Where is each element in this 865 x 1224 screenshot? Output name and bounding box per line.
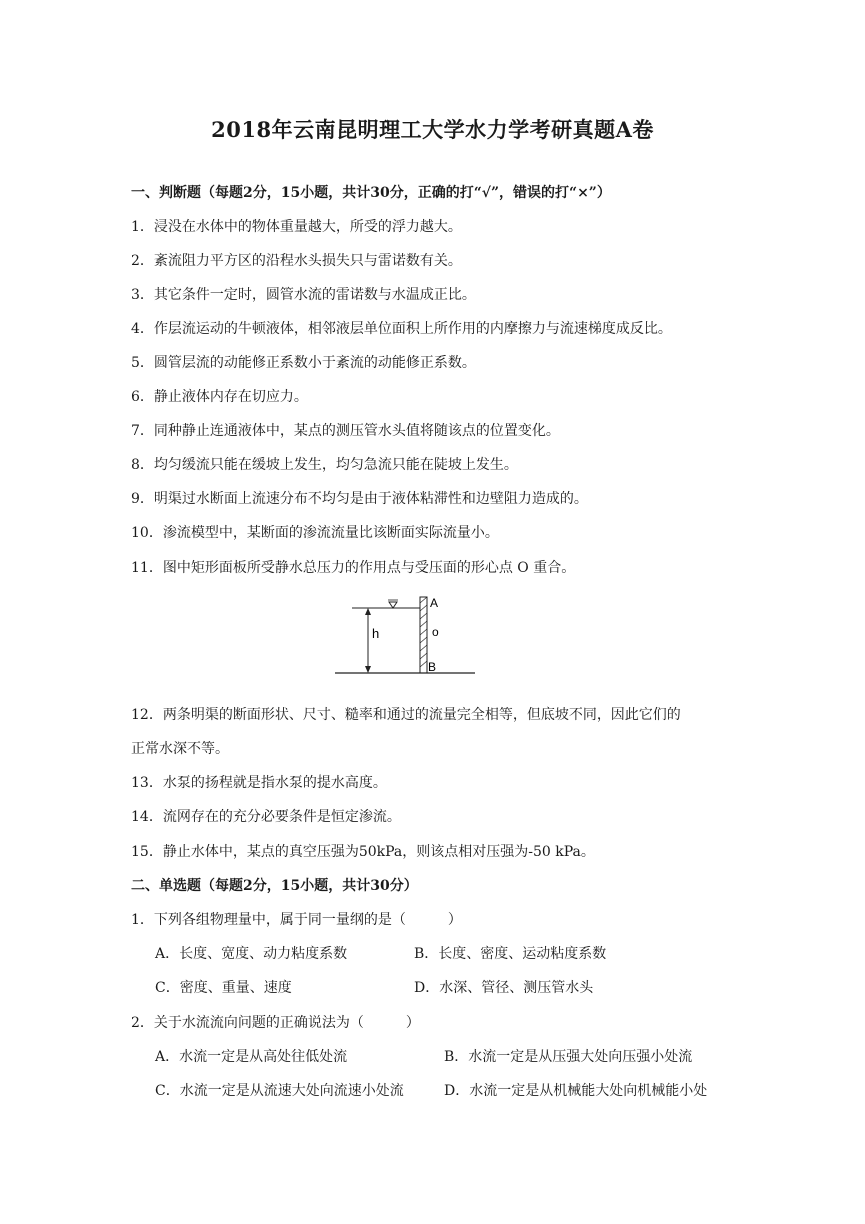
mc-question-1-option-b: B．长度、密度、运动粘度系数	[414, 946, 607, 962]
rectangular-plate-figure	[330, 593, 480, 678]
water-level-icon	[389, 602, 397, 608]
mc-question-2-stem: 2．关于水流流向问题的正确说法为（ ）	[131, 1015, 420, 1031]
page-title: 2018年云南昆明理工大学水力学考研真题A卷	[211, 117, 654, 142]
tf-question-14: 14．流网存在的充分必要条件是恒定渗流。	[131, 809, 401, 825]
section2-heading: 二、单选题（每题2分，15小题，共计30分）	[131, 878, 418, 894]
tf-question-11: 11．图中矩形面板所受静水总压力的作用点与受压面的形心点 O 重合。	[131, 560, 576, 576]
tf-question-4: 4．作层流运动的牛顿液体，相邻液层单位面积上所作用的内摩擦力与流速梯度成反比。	[131, 321, 672, 337]
section1-heading: 一、判断题（每题2分，15小题，共计30分，正确的打“√”，错误的打“×”）	[131, 185, 611, 201]
mc-question-1-option-c: C．密度、重量、速度	[155, 980, 292, 996]
tf-question-10: 10．渗流模型中，某断面的渗流流量比该断面实际流量小。	[131, 525, 499, 541]
mc-question-2-option-b: B．水流一定是从压强大处向压强小处流	[444, 1049, 693, 1065]
tf-question-9: 9．明渠过水断面上流速分布不均匀是由于液体粘滞性和边壁阻力造成的。	[131, 491, 588, 507]
tf-question-5: 5．圆管层流的动能修正系数小于紊流的动能修正系数。	[131, 355, 476, 371]
mc-question-2-option-d: D．水流一定是从机械能大处向机械能小处	[444, 1083, 708, 1099]
tf-question-6: 6．静止液体内存在切应力。	[131, 389, 308, 405]
label-h: h	[372, 626, 380, 641]
label-b: B	[428, 660, 437, 674]
mc-question-1-option-a: A．长度、宽度、动力粘度系数	[155, 946, 348, 962]
mc-question-1-stem: 1．下列各组物理量中，属于同一量纲的是（ ）	[131, 912, 462, 928]
tf-question-3: 3．其它条件一定时，圆管水流的雷诺数与水温成正比。	[131, 287, 476, 303]
tf-question-13: 13．水泵的扬程就是指水泵的提水高度。	[131, 775, 387, 791]
tf-question-12-line2: 正常水深不等。	[131, 741, 229, 757]
tf-question-12-line1: 12．两条明渠的断面形状、尺寸、糙率和通过的流量完全相等，但底坡不同，因此它们的	[131, 707, 681, 723]
mc-question-1-option-d: D．水深、管径、测压管水头	[414, 980, 594, 996]
label-o: o	[432, 625, 439, 639]
tf-question-1: 1．浸没在水体中的物体重量越大，所受的浮力越大。	[131, 219, 462, 235]
tf-question-7: 7．同种静止连通液体中，某点的测压管水头值将随该点的位置变化。	[131, 423, 560, 439]
mc-question-2-option-c: C．水流一定是从流速大处向流速小处流	[155, 1083, 404, 1099]
label-a: A	[430, 596, 439, 610]
mc-question-2-option-a: A．水流一定是从高处往低处流	[155, 1049, 348, 1065]
tf-question-8: 8．均匀缓流只能在缓坡上发生，均匀急流只能在陡坡上发生。	[131, 457, 518, 473]
tf-question-2: 2．紊流阻力平方区的沿程水头损失只与雷诺数有关。	[131, 253, 462, 269]
tf-question-15: 15．静止水体中，某点的真空压强为50kPa，则该点相对压强为-50 kPa。	[131, 844, 595, 860]
